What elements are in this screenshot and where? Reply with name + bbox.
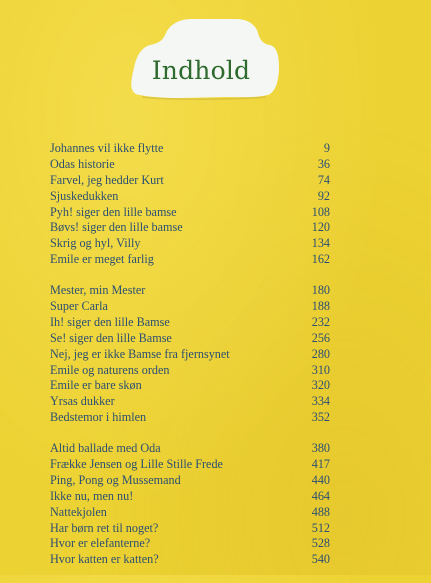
toc-entry	[50, 315, 330, 331]
page-title: Indhold	[151, 56, 251, 85]
toc-entry-title: Se! siger den lille Bamse	[50, 330, 172, 345]
toc-group	[50, 283, 330, 426]
toc-entry	[50, 410, 330, 426]
toc-entry	[50, 189, 330, 205]
toc-entry	[50, 205, 330, 221]
toc-entry-page-number: 74	[317, 172, 330, 187]
toc-entry-page-number: 528	[311, 536, 330, 551]
toc-entry-title: Emile og naturens orden	[50, 362, 170, 377]
toc-entry-title: Pyh! siger den lille bamse	[50, 204, 177, 219]
toc-entry-title: Nej, jeg er ikke Bamse fra fjernsynet	[50, 346, 230, 361]
toc-entry	[50, 283, 330, 299]
toc-entry-page-number: 334	[311, 394, 330, 409]
toc-entry-title: Har børn ret til noget?	[50, 520, 159, 535]
toc-entry	[50, 378, 330, 394]
toc-entry-page-number: 512	[311, 520, 330, 535]
toc-entry-page-number: 256	[311, 330, 330, 345]
toc-entry-page-number: 108	[311, 204, 330, 219]
toc-entry	[50, 220, 330, 236]
toc-entry	[50, 457, 330, 473]
toc-entry-title: Bøvs! siger den lille bamse	[50, 220, 183, 235]
toc-entry	[50, 363, 330, 379]
toc-entry	[50, 299, 330, 315]
toc-entry-title: Odas historie	[50, 156, 115, 171]
toc-entry	[50, 521, 330, 537]
toc-entry-page-number: 92	[317, 188, 330, 203]
title-cloud-shape	[0, 0, 431, 110]
toc-entry-page-number: 417	[311, 457, 330, 472]
toc-entry-page-number: 232	[311, 314, 330, 329]
toc-entry	[50, 552, 330, 568]
toc-entry-page-number: 464	[311, 488, 330, 503]
toc-entry-page-number: 162	[311, 252, 330, 267]
toc-entry-page-number: 352	[311, 410, 330, 425]
toc-entry-page-number: 36	[317, 156, 330, 171]
toc-entry-title: Emile er meget farlig	[50, 252, 154, 267]
toc-entry	[50, 331, 330, 347]
toc-entry-page-number: 380	[311, 441, 330, 456]
toc-entry	[50, 489, 330, 505]
toc-entry	[50, 173, 330, 189]
toc-entry-title: Bedstemor i himlen	[50, 410, 147, 425]
toc-entry-title: Super Carla	[50, 299, 108, 314]
toc-entry-page-number: 310	[311, 362, 330, 377]
toc-entry	[50, 536, 330, 552]
toc-entry	[50, 252, 330, 268]
toc-entry	[50, 505, 330, 521]
toc-entry-page-number: 120	[311, 220, 330, 235]
toc-entry	[50, 236, 330, 252]
toc-entry-title: Altid ballade med Oda	[50, 441, 161, 456]
toc-entry-title: Hvor katten er katten?	[50, 552, 159, 567]
toc-entry	[50, 347, 330, 363]
toc-entry-title: Frække Jensen og Lille Stille Frede	[50, 457, 223, 472]
toc-entry	[50, 141, 330, 157]
toc-entry-title: Farvel, jeg hedder Kurt	[50, 172, 164, 187]
toc-entry-page-number: 9	[323, 141, 330, 155]
toc-entry-title: Ih! siger den lille Bamse	[50, 314, 170, 329]
toc-entry-page-number: 134	[311, 236, 330, 251]
toc-entry-page-number: 180	[311, 283, 330, 298]
toc-entry-title: Johannes vil ikke flytte	[50, 141, 164, 155]
toc-entry-page-number: 488	[311, 504, 330, 519]
toc-entry	[50, 473, 330, 489]
toc-entry-page-number: 188	[311, 299, 330, 314]
toc-entry-title: Emile er bare skøn	[50, 378, 142, 393]
toc-entry-title: Hvor er elefanterne?	[50, 536, 151, 551]
toc-entry-title: Skrig og hyl, Villy	[50, 236, 141, 251]
toc-entry-page-number: 540	[311, 552, 330, 567]
toc-group	[50, 141, 330, 268]
toc-group	[50, 441, 330, 568]
toc-entry	[50, 394, 330, 410]
table-of-contents	[50, 141, 330, 583]
toc-entry-title: Sjuskedukken	[50, 188, 119, 203]
toc-entry-title: Yrsas dukker	[50, 394, 115, 409]
toc-entry-title: Nattekjolen	[50, 504, 107, 519]
toc-entry-title: Ikke nu, men nu!	[50, 488, 134, 503]
toc-entry-page-number: 280	[311, 346, 330, 361]
toc-entry	[50, 441, 330, 457]
toc-entry-page-number: 320	[311, 378, 330, 393]
toc-entry	[50, 157, 330, 173]
toc-entry-page-number: 440	[311, 472, 330, 487]
toc-entry-title: Mester, min Mester	[50, 283, 146, 298]
toc-entry-title: Ping, Pong og Mussemand	[50, 472, 181, 487]
